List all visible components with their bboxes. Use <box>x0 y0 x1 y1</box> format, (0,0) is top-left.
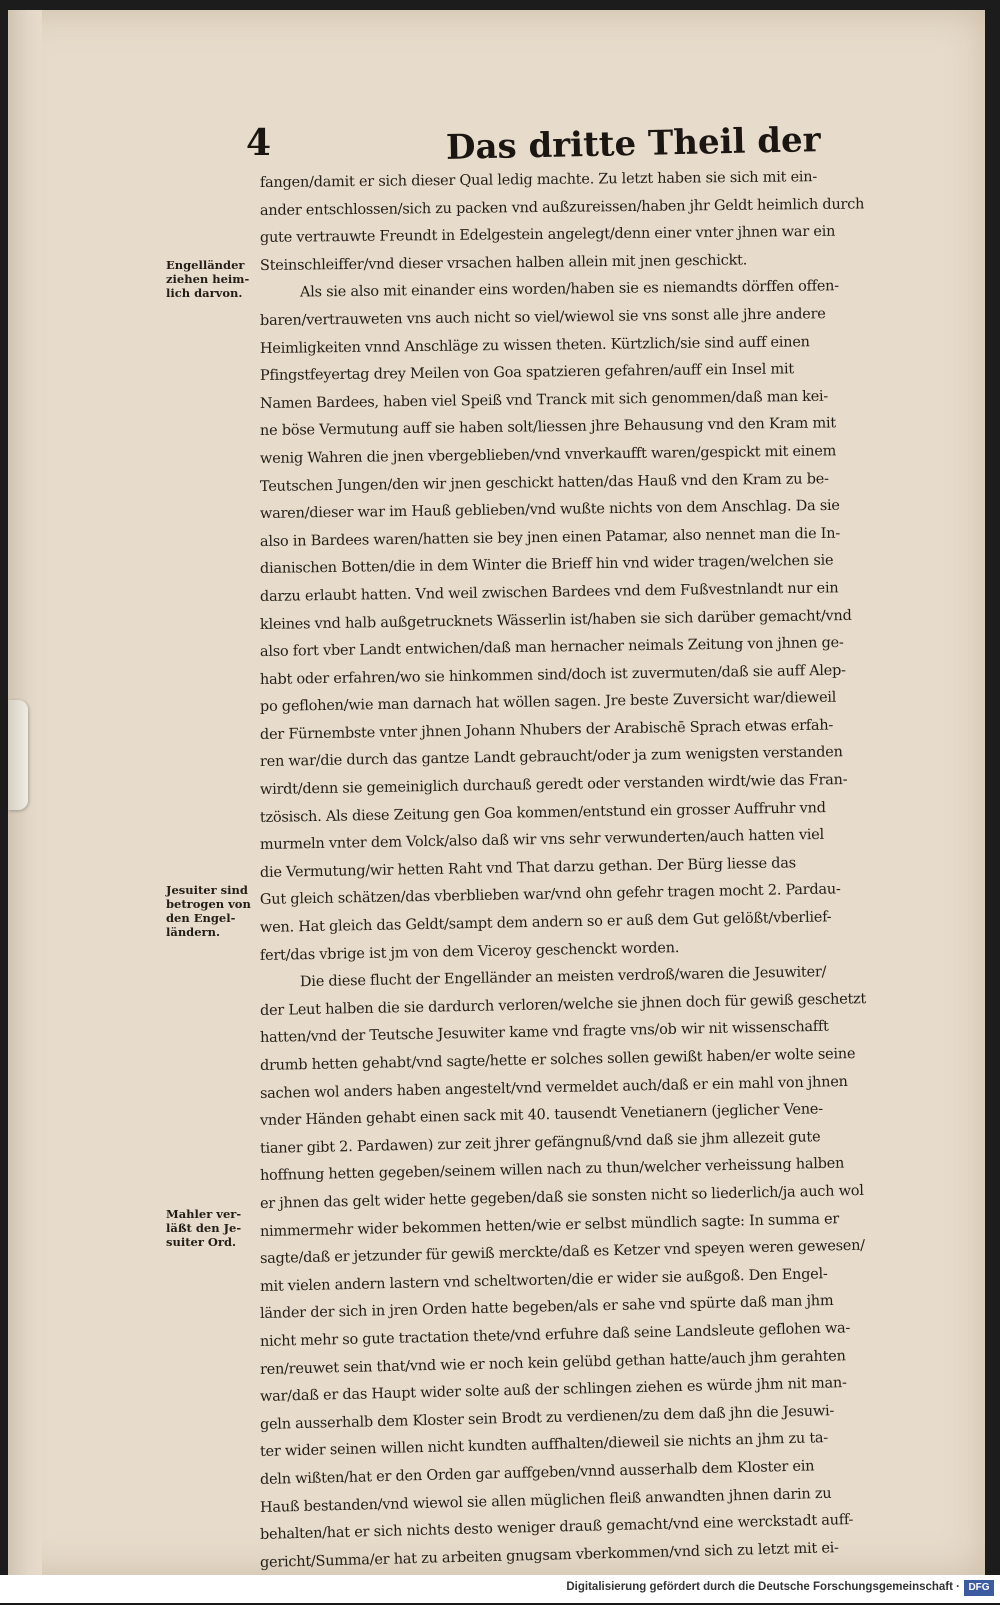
margin-note-jesuits <box>166 883 261 939</box>
text-line: drumb hetten gehabt/vnd sagte/hette er solches sollen gewißt haben/er wolte seine <box>259 1046 856 1074</box>
margin-note-painter <box>166 1207 261 1249</box>
text-line: also in Bardees waren/hatten sie bey jnen einen Patamar, also nennet man die In- <box>259 525 841 550</box>
text-line: waren/dieser war im Hauß geblieben/vnd wußte nichts von dem Anschlag. Da sie <box>259 497 840 523</box>
text-line: wenig Wahren die jnen vbergeblieben/vnd vnverkaufft waren/gespickt mit einem <box>259 443 837 467</box>
text-line: wen. Hat gleich das Geldt/sampt dem andern so er auß dem Gut gelößt/vberlief- <box>259 909 832 937</box>
text-line: hoffnung hetten gegeben/seinem willen nach zu thun/welcher verheissung halben <box>259 1155 845 1185</box>
text-line: ren/reuwet sein that/vnd wie er noch kein gelübd gethan hatte/auch jhm gerahten <box>259 1347 846 1378</box>
text-line: mit vielen andern lastern vnd scheltworten/die er wider sie außgoß. Den Engel- <box>259 1265 828 1295</box>
margin-note-line: ländern. <box>166 925 220 939</box>
binding-strap <box>8 700 28 810</box>
margin-note-line: Mahler ver- <box>166 1207 242 1221</box>
text-line: vnder Händen gehabt einen sack mit 40. tausendt Venetianern (jeglicher Vene- <box>259 1101 823 1130</box>
text-line: behalten/hat er sich nichts desto weniger drauß gemacht/vnd eine werckstadt auff- <box>259 1512 854 1544</box>
text-line: Namen Bardees, haben viel Speiß vnd Tranck mit sich genommen/daß man kei- <box>259 388 829 412</box>
text-line: dianischen Botten/die in dem Winter die Brieff hin vnd wider tragen/welchen sie <box>259 552 834 578</box>
text-line: ander entschlossen/sich zu packen vnd außzureissen/haben jhr Geldt heimlich durch <box>259 196 865 219</box>
text-line: nimmermehr wider bekommen hetten/wie er selbst mündlich sagte: In summa er <box>259 1210 840 1240</box>
text-line: nicht mehr so gute tractation thete/vnd erfuhre daß seine Landsleute geflohen wa- <box>259 1320 851 1350</box>
body-text <box>260 170 910 1605</box>
text-line: Steinschleiffer/vnd dieser vrsachen halben allein mit jnen geschickt. <box>259 252 748 274</box>
margin-note-line: läßt den Je- <box>166 1221 242 1235</box>
text-line: wirdt/denn sie gemeiniglich durchauß geredt oder verstanden wirdt/wie das Fran- <box>259 772 848 799</box>
text-line: länder der sich in jren Orden hatte begeben/als er sahe vnd spürte daß man jhm <box>259 1293 834 1323</box>
text-line: baren/vertrauweten vns auch nicht so viel/wiewol sie vns sonst alle jhre andere <box>259 306 826 329</box>
text-line: ne böse Vermutung auff sie haben solt/liessen jhre Behausung vnd den Kram mit <box>259 415 837 440</box>
text-line: war/daß er das Haupt wider solte auß der schlingen ziehen es würde jhm nit man- <box>259 1375 847 1406</box>
text-line: der Fürnembste vnter jhnen Johann Nhubers der Arabischē Sprach etwas erfah- <box>259 717 834 743</box>
text-line: Gut gleich schätzen/das vberblieben war/vnd ohn gefehr tragen mocht 2. Pardau- <box>259 881 841 909</box>
text-line: ren war/die durch das gantze Landt gebraucht/oder ja zum wenigsten verstanden <box>259 744 843 771</box>
text-line: habt oder erfahren/wo sie hinkommen sind/doch ist zuvermuten/daß sie auff Alep- <box>259 662 846 688</box>
text-line: also fort vber Landt entwichen/daß man hernacher neimals Zeitung von jhnen ge- <box>259 635 844 661</box>
text-line: kleines vnd halb außgetrucknets Wässerlin ist/haben sie sich darüber gemacht/vnd <box>259 607 852 633</box>
text-line: sagte/daß er jetzunder für gewiß merckte/daß es Ketzer vnd speyen weren gewesen/ <box>259 1237 866 1268</box>
text-line: murmeln vnter dem Volck/also daß wir vns sehr verwunderten/auch hatten viel <box>259 827 825 854</box>
text-line: Hauß bestanden/vnd wiewol sie allen müglichen fleiß anwandten jhnen darin zu <box>259 1485 832 1516</box>
margin-note-line: den Engel- <box>166 911 236 925</box>
margin-note-line: lich darvon. <box>166 286 243 300</box>
margin-note-fleeing <box>166 258 261 300</box>
text-line: Pfingstfeyertag drey Meilen von Goa spatzieren gefahren/auff ein Insel mit <box>259 361 794 385</box>
text-line: Als sie also mit einander eins worden/haben sie es niemandts dörffen offen- <box>299 278 839 301</box>
text-line: er jhnen das gelt wider hette gegeben/daß sie sonsten nicht so liederlich/ja auch wol <box>259 1182 864 1212</box>
text-line: darzu erlaubt hatten. Vnd weil zwischen Bardees vnd dem Fußvestnlandt nur ein <box>259 580 839 605</box>
text-line: die Vermutung/wir hetten Raht vnd That darzu gethan. Der Bürg liesse das <box>259 855 796 881</box>
margin-note-line: Engelländer <box>166 258 245 272</box>
margin-note-line: Jesuiter sind <box>166 883 248 897</box>
text-line: po geflohen/wie man darnach hat wöllen sagen. Jre beste Zuversicht war/dieweil <box>259 689 837 716</box>
text-line: der Leut halben die sie dardurch verloren/welche sie jhnen doch für gewiß geschetzt <box>259 990 867 1019</box>
text-line: Teutschen Jungen/den wir jnen geschickt hatten/das Hauß vnd den Kram zu be- <box>259 470 829 495</box>
text-line: gericht/Summa/er hat zu arbeiten gnugsam vberkommen/vnd sich zu letzt mit ei- <box>259 1539 839 1571</box>
text-line: tianer gibt 2. Pardawen) zur zeit jhrer gefängnuß/vnd daß sie jhm allezeit gute <box>259 1128 821 1157</box>
funding-notice: Digitalisierung gefördert durch die Deutsche Forschungsgemeinschaft · <box>566 1581 960 1593</box>
margin-note-line: suiter Ord. <box>166 1235 237 1249</box>
dfg-logo: DFG <box>964 1580 994 1596</box>
text-line: fert/das vbrige ist jm von dem Viceroy geschenckt worden. <box>259 939 680 964</box>
text-line: gute vertrauwte Freundt in Edelgestein angelegt/denn einer vnter jhnen war ein <box>259 223 836 247</box>
text-line: hatten/vnd der Teutsche Jesuwiter kame vnd fragte vns/ob wir nit wissenschafft <box>259 1019 829 1047</box>
text-line: tzösisch. Als diese Zeitung gen Goa kommen/entstund ein grosser Auffruhr vnd <box>259 799 826 826</box>
margin-note-line: ziehen heim- <box>166 272 250 286</box>
text-line: sachen wol anders haben angestelt/vnd vermeldet auch/daß er ein mahl von jhnen <box>259 1073 848 1102</box>
text-line: deln wißten/hat er den Orden gar auffgeben/vnnd ausserhalb dem Kloster ein <box>259 1458 815 1488</box>
text-line: fangen/damit er sich dieser Qual ledig machte. Zu letzt haben sie sich mit ein- <box>259 169 818 191</box>
text-line: geln ausserhalb dem Kloster sein Brodt zu verdienen/zu dem daß jhn die Jesuwi- <box>259 1402 835 1433</box>
margin-note-line: betrogen von <box>166 897 251 911</box>
text-line: Die diese flucht der Engelländer an meisten verdroß/waren die Jesuwiter/ <box>299 964 827 991</box>
page-number: 4 <box>246 122 272 164</box>
text-line: Heimligkeiten vnnd Anschläge zu wissen theten. Kürtzlich/sie sind auff einen <box>259 333 810 357</box>
footer-bar <box>0 1575 1000 1603</box>
book-page <box>8 10 985 1575</box>
text-line: ter wider seinen willen nicht kundten auffhalten/dieweil sie nichts an jhm zu ta- <box>259 1430 829 1461</box>
running-title: Das dritte Theil der <box>445 120 822 168</box>
